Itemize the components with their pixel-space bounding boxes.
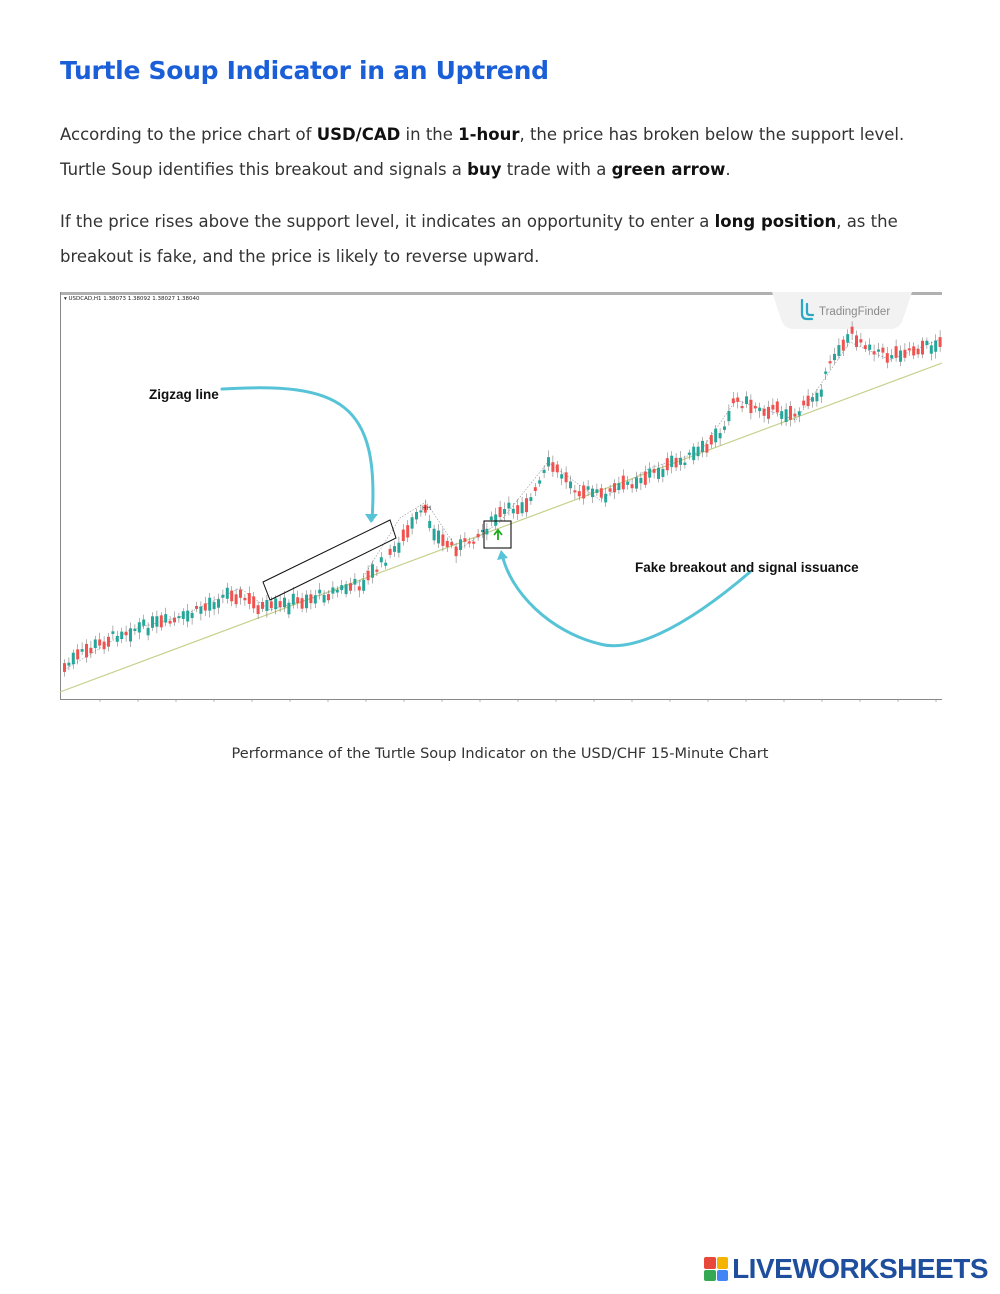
candle-body — [890, 355, 893, 358]
text-run: If the price rises above the support level, it indicates an opportunity to enter a — [60, 212, 715, 231]
candle-body — [265, 600, 268, 611]
candle-body — [578, 491, 581, 496]
candle-body — [380, 557, 383, 562]
candle-body — [516, 505, 519, 514]
candle-body — [697, 447, 700, 456]
candle-body — [331, 587, 334, 593]
candle-body — [710, 435, 713, 444]
candle-body — [547, 457, 550, 466]
candle-body — [314, 595, 317, 603]
candle-body — [622, 476, 625, 490]
candle-body — [279, 601, 282, 607]
candle-body — [186, 611, 189, 622]
candle-body — [221, 595, 224, 598]
intro-paragraph — [60, 117, 940, 187]
candle-body — [877, 349, 880, 351]
candle-body — [367, 571, 370, 580]
candle-body — [657, 468, 660, 479]
candle-body — [397, 543, 400, 553]
candle-body — [406, 525, 409, 537]
candle-body — [688, 453, 691, 455]
candle-body — [560, 474, 563, 478]
candle-body — [551, 462, 554, 472]
candle-body — [503, 509, 506, 514]
liveworksheets-badge-icon — [704, 1257, 728, 1281]
candle-body — [934, 341, 937, 352]
candle-body — [151, 616, 154, 628]
candle-body — [661, 469, 664, 477]
candle-body — [595, 489, 598, 493]
candle-body — [459, 539, 462, 550]
candle-body — [160, 615, 163, 627]
candle-body — [631, 484, 634, 488]
candle-body — [116, 636, 119, 642]
candle-body — [701, 441, 704, 452]
candle-body — [745, 396, 748, 404]
candle-body — [270, 601, 273, 608]
candle-body — [305, 595, 308, 609]
candle-body — [490, 517, 493, 521]
candle-body — [600, 488, 603, 497]
candle-body — [736, 398, 739, 402]
brand-name: TradingFinder — [819, 306, 891, 318]
candle-body — [925, 341, 928, 345]
candle-body — [785, 409, 788, 422]
candle-body — [274, 598, 277, 609]
liveworksheets-logo — [704, 1252, 988, 1286]
candle-body — [226, 588, 229, 599]
candle-body — [371, 564, 374, 577]
badge-square — [704, 1270, 716, 1282]
candle-body — [433, 529, 436, 541]
bold-symbol: USD/CAD — [316, 125, 401, 144]
candle-body — [912, 346, 915, 355]
candle-body — [705, 444, 708, 453]
chart-canvas — [60, 292, 942, 702]
candle-body — [829, 361, 832, 363]
candle-body — [692, 447, 695, 460]
badge-square — [717, 1270, 729, 1282]
candle-body — [807, 396, 810, 406]
text-run: . — [725, 160, 731, 179]
candle-body — [569, 481, 572, 488]
candle-body — [609, 488, 612, 491]
text-run: , as the breakout is fake, and the price is likely to reverse upward. — [60, 212, 898, 266]
candle-body — [323, 595, 326, 602]
candle-body — [428, 521, 431, 528]
candle-body — [336, 590, 339, 593]
candle-body — [318, 590, 321, 594]
candle-body — [573, 490, 576, 492]
bold-buy: buy — [467, 160, 502, 179]
candle-body — [719, 433, 722, 438]
candle-body — [142, 619, 145, 625]
candle-body — [653, 469, 656, 473]
candle-body — [873, 351, 876, 354]
candle-body — [635, 477, 638, 488]
candle-body — [164, 614, 167, 622]
candle-body — [895, 346, 898, 358]
candle-body — [908, 348, 911, 350]
candle-body — [868, 345, 871, 350]
candle-body — [199, 607, 202, 614]
candle-body — [648, 469, 651, 478]
candle-body — [851, 327, 854, 334]
candle-body — [375, 570, 378, 572]
candle-body — [824, 371, 827, 373]
hh-label: HH — [422, 505, 432, 512]
candle-body — [864, 345, 867, 349]
candle-body — [811, 397, 814, 401]
candle-body — [556, 465, 559, 473]
symbol-header: ▾ USDCAD,H1 1.38073 1.38092 1.38027 1.38040 — [64, 296, 200, 302]
candle-body — [455, 547, 458, 556]
candle-body — [525, 498, 528, 512]
candle-body — [345, 584, 348, 594]
candle-body — [617, 483, 620, 490]
candle-body — [111, 631, 114, 634]
candle-body — [754, 406, 757, 408]
text-run: According to the price chart of — [60, 125, 317, 144]
candle-body — [450, 542, 453, 545]
candle-body — [125, 632, 128, 636]
candle-body — [177, 616, 180, 618]
figure-caption: Performance of the Turtle Soup Indicator on the USD/CHF 15-Minute Chart — [231, 746, 769, 762]
text-run: , the price has broken below the support level. Turtle Soup identifies this breakout and signals a — [60, 125, 905, 179]
candle-body — [257, 605, 260, 614]
candle-body — [846, 334, 849, 343]
candle-body — [591, 489, 594, 497]
candle-body — [463, 538, 466, 542]
candle-body — [837, 345, 840, 356]
candle-body — [485, 529, 488, 535]
candle-body — [384, 563, 387, 566]
candle-body — [675, 458, 678, 467]
candle-body — [815, 393, 818, 401]
candle-body — [468, 541, 471, 543]
candle-body — [261, 602, 264, 609]
candle-body — [767, 407, 770, 419]
candle-body — [204, 603, 207, 610]
candle-body — [512, 509, 515, 514]
candle-body — [626, 482, 629, 485]
explanation-paragraph — [60, 204, 940, 274]
candle-body — [437, 531, 440, 544]
candle-body — [644, 472, 647, 485]
candle-body — [103, 642, 106, 650]
candle-body — [820, 390, 823, 397]
liveworksheets-wordmark: LIVEWORKSHEETS — [732, 1253, 988, 1284]
candle-body — [85, 644, 88, 657]
zigzag-label: Zigzag line — [149, 387, 219, 402]
candle-body — [147, 628, 150, 635]
candle-body — [76, 649, 79, 659]
candle-body — [208, 598, 211, 611]
candle-body — [402, 530, 405, 541]
candle-body — [930, 345, 933, 353]
candle-body — [239, 589, 242, 597]
text-run: trade with a — [501, 160, 612, 179]
candle-body — [881, 348, 884, 353]
candle-body — [758, 408, 761, 411]
candle-body — [389, 549, 392, 555]
candle-body — [296, 597, 299, 603]
candle-body — [833, 354, 836, 360]
candle-body — [899, 351, 902, 362]
candle-body — [604, 494, 607, 503]
candle-body — [230, 591, 233, 602]
candle-body — [842, 340, 845, 351]
candle-body — [107, 637, 110, 647]
candle-body — [903, 350, 906, 358]
page-title: Turtle Soup Indicator in an Uptrend — [60, 56, 549, 85]
badge-square — [704, 1257, 716, 1269]
candle-body — [248, 593, 251, 604]
candle-body — [72, 653, 75, 664]
candle-body — [723, 426, 726, 429]
candle-body — [793, 414, 796, 417]
candle-body — [362, 580, 365, 591]
bold-long-position: long position — [714, 212, 837, 231]
candle-body — [507, 503, 510, 509]
candle-body — [353, 579, 356, 585]
candle-body — [301, 598, 304, 608]
candle-body — [529, 497, 532, 501]
candle-body — [639, 478, 642, 483]
candle-body — [565, 472, 568, 482]
candle-body — [732, 398, 735, 403]
candle-body — [67, 663, 70, 666]
candle-body — [173, 618, 176, 623]
candle-body — [499, 507, 502, 517]
candle-body — [120, 632, 123, 639]
candle-body — [494, 514, 497, 525]
candle-body — [763, 409, 766, 416]
candle-body — [714, 429, 717, 443]
candle-body — [89, 648, 92, 653]
candle-body — [534, 487, 537, 491]
candle-body — [129, 628, 132, 641]
candle-body — [349, 583, 352, 591]
candle-body — [776, 402, 779, 413]
candle-body — [283, 598, 286, 608]
candle-body — [921, 341, 924, 355]
candle-body — [886, 353, 889, 363]
candle-body — [472, 542, 475, 544]
candle-body — [169, 621, 172, 624]
candle-body — [195, 606, 198, 609]
candle-body — [780, 411, 783, 419]
price-chart-image — [60, 292, 942, 702]
candle-body — [683, 463, 686, 465]
candle-body — [393, 546, 396, 552]
candle-body — [292, 594, 295, 605]
candle-body — [587, 486, 590, 489]
candle-body — [582, 485, 585, 498]
candle-body — [235, 594, 238, 604]
candle-body — [613, 483, 616, 492]
candle-body — [327, 594, 330, 600]
candle-body — [252, 596, 255, 608]
candle-body — [287, 603, 290, 615]
candle-body — [670, 456, 673, 467]
breakout-label: Fake breakout and signal issuance — [635, 560, 859, 575]
candle-body — [309, 594, 312, 603]
candle-body — [789, 406, 792, 420]
candle-body — [243, 598, 246, 600]
candle-body — [94, 639, 97, 648]
candle-body — [138, 622, 141, 632]
candle-body — [415, 512, 418, 519]
candle-body — [155, 616, 158, 626]
candle-body — [63, 663, 66, 672]
candle-body — [666, 458, 669, 470]
candle-body — [749, 400, 752, 413]
bold-green-arrow: green arrow — [611, 160, 726, 179]
candle-body — [411, 517, 414, 528]
candle-body — [727, 411, 730, 421]
candle-body — [358, 586, 361, 590]
candle-body — [855, 335, 858, 347]
candle-body — [98, 639, 101, 645]
bold-timeframe: 1-hour — [458, 125, 520, 144]
candle-body — [441, 534, 444, 545]
text-run: in the — [400, 125, 459, 144]
candle-body — [81, 649, 84, 652]
candle-body — [191, 613, 194, 618]
candle-body — [213, 602, 216, 609]
candle-body — [446, 541, 449, 547]
candle-body — [939, 337, 942, 347]
badge-square — [717, 1257, 729, 1269]
candle-body — [802, 401, 805, 406]
candle-body — [521, 502, 524, 513]
candle-body — [543, 470, 546, 473]
candle-body — [798, 411, 801, 415]
candle-body — [133, 629, 136, 631]
candle-body — [741, 406, 744, 408]
candle-body — [538, 480, 541, 483]
candle-body — [182, 611, 185, 619]
candle-body — [679, 458, 682, 465]
candle-body — [217, 599, 220, 608]
candle-body — [771, 405, 774, 410]
candle-body — [340, 585, 343, 590]
candle-body — [917, 349, 920, 354]
candle-body — [477, 534, 480, 537]
candle-body — [859, 339, 862, 342]
